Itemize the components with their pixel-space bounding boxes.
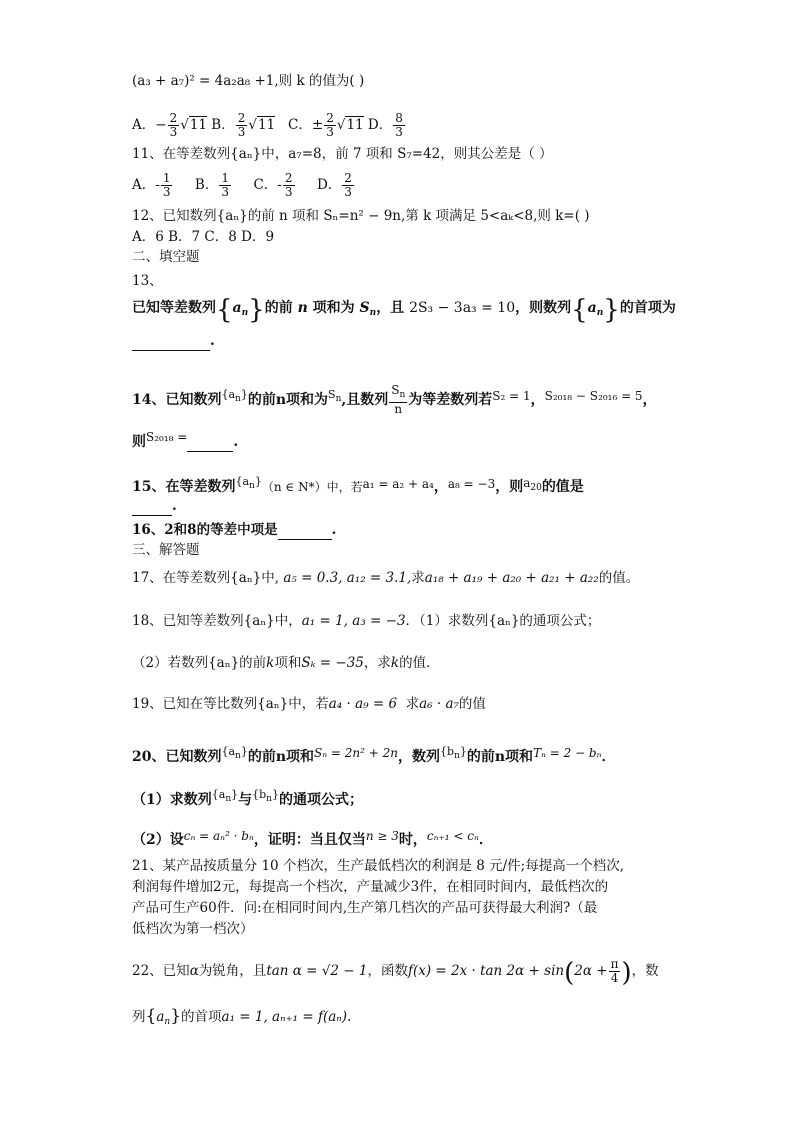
q17-text: 17、在等差数列{aₙ}中, a₅ = 0.3, a₁₂ = 3.1,求a₁₈ + a₁₉ + a₂₀ + a₂₁ + a₂₂的值。 (132, 570, 640, 586)
q13-number: 13、 (132, 273, 163, 289)
q21-line3: 产品可生产60件．问:在相同时间内,生产第几档次的产品可获得最大利润?（最 (132, 900, 598, 916)
q15-blank[interactable] (132, 515, 172, 516)
q18-line2: （2）若数列{aₙ}的前k项和Sₖ = −35，求k的值． (132, 655, 440, 671)
q20-line1: 20、已知数列$^{\{a_n\}}$的前n项和Sₙ = 2n² + 2n，数列$^{\{b_n\}}$的前n项和Tₙ = 2 − bₙ． (132, 745, 616, 765)
section-answer-heading: 三、解答题 (132, 542, 200, 558)
q15-line1: 15、在等差数列$^{\{a_n\}}$（n ∈ N*）中，若a₁ = a₂ + a₄，a₈ = −3，则$a_{20}$的值是 (132, 475, 584, 495)
q21-line2: 利润每件增加2元，每提高一个档次，产量减少3件，在相同时间内，最低档次的 (132, 879, 609, 895)
q12-stem: 12、已知数列{aₙ}的前 n 项和 Sₙ=n² − 9n,第 k 项满足 5<aₖ<8,则 k=( ) (132, 208, 590, 224)
q14-line1: 14、已知数列$^{\{a_n\}}$的前n项和为$^{S_n}$,且数列 $\frac{S_n}{n}$ 为等差数列若S₂ = 1，S₂₀₁₈ − S₂₀₁₆ = 5， (132, 383, 657, 416)
q22-line1: 22、已知α为锐角，且tan α = √2 − 1，函数f(x) = 2x · tan 2α + sin(2α + $\frac{\pi}{4}$ )，数 (132, 957, 659, 988)
q21-line1: 21、某产品按质量分 10 个档次，生产最低档次的利润是 8 元/件;每提高一个档次, (132, 858, 624, 874)
q16-text: 16、2和8的等差中项是 . (132, 522, 337, 538)
q20-line3: （2）设cₙ = aₙ² · bₙ，证明：当且仅当n ≥ 3时，cₙ₊₁ < cₙ． (132, 829, 493, 848)
q10-options: A．− $\frac{2}{3}$ √11 B． $\frac{2}{3}$ √11 C．± $\frac{2}{3}$ √11 D． $\frac{8}{3}$ (132, 111, 403, 139)
q15-answer-line: . (132, 496, 177, 516)
q10-stem: (a₃ + a₇)² = 4a₂a₈ +1,则 k 的值为( ) (132, 73, 365, 89)
q13-blank[interactable] (132, 350, 210, 351)
q11-options: A．- $\frac{1}{3}$ B． $\frac{1}{3}$ C．- $\frac{2}{3}$ D． $\frac{2}{3}$ (132, 171, 352, 199)
q14-line2: 则S₂₀₁₈ = . (132, 430, 239, 450)
q19-text: 19、已知在等比数列{aₙ}中，若a₄ · a₉ = 6 求a₆ · a₇的值 (132, 696, 486, 712)
q13-text: 已知等差数列$\{a_n\}$的前 n 项和为 $S_n$，且 2S₃ − 3a₃ = 10，则数列$\{a_n\}$的首项为 (132, 295, 676, 325)
q22-line2: 列$\{a_n\}$的首项a₁ = 1, aₙ₊₁ = f(aₙ). (132, 1006, 352, 1027)
q16-blank[interactable] (278, 539, 332, 540)
section-fill-in-heading: 二、填空题 (132, 249, 200, 265)
q14-blank[interactable] (187, 451, 233, 452)
q12-options: A．6 B．7 C．8 D．9 (132, 229, 275, 245)
q13-answer-line: . (132, 331, 215, 351)
q21-line4: 低档次为第一档次） (132, 921, 254, 937)
q11-stem: 11、在等差数列{aₙ}中，a₇=8，前 7 项和 S₇=42，则其公差是（ ） (132, 146, 553, 162)
q20-line2: （1）求数列$^{\{a_n\}}$与$^{\{b_n\}}$的通项公式； (132, 788, 363, 808)
q18-line1: 18、已知等差数列{aₙ}中，a₁ = 1, a₃ = −3．（1）求数列{aₙ}的通项公式； (132, 613, 601, 629)
